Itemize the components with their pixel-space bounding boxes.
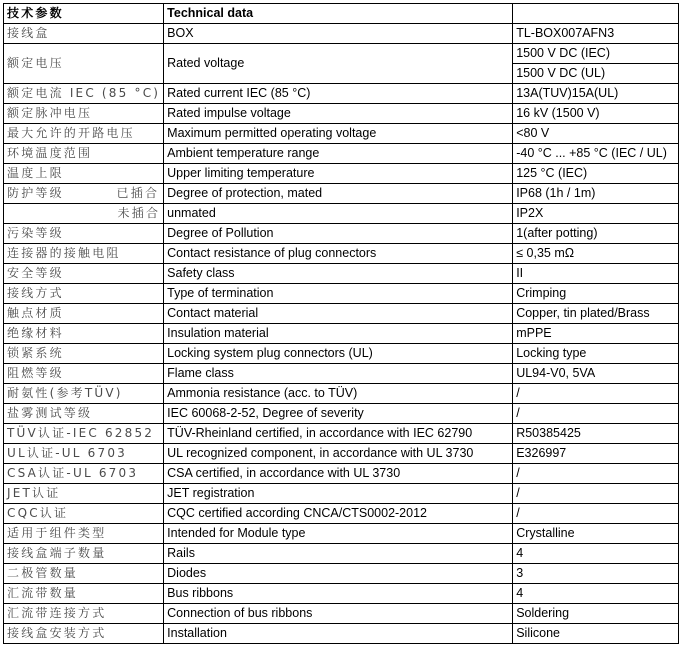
param-cn-sub: 已插合 xyxy=(116,186,160,200)
param-cn: 防护等级 xyxy=(7,186,64,200)
table-row xyxy=(4,124,679,144)
param-cn: 锁紧系统 xyxy=(4,344,164,364)
table-row xyxy=(4,504,679,524)
header-en: Technical data xyxy=(164,4,513,24)
param-value: 16 kV (1500 V) xyxy=(513,104,679,124)
param-value: Crystalline xyxy=(513,524,679,544)
table-row xyxy=(4,584,679,604)
table-row xyxy=(4,284,679,304)
table-row xyxy=(4,304,679,324)
param-value: 1500 V DC (IEC) xyxy=(513,44,679,64)
param-cn: 最大允许的开路电压 xyxy=(4,124,164,144)
table-row xyxy=(4,384,679,404)
param-cn: 绝缘材料 xyxy=(4,324,164,344)
param-value: 13A(TUV)15A(UL) xyxy=(513,84,679,104)
param-en: Degree of Pollution xyxy=(164,224,513,244)
param-en: Diodes xyxy=(164,564,513,584)
param-cn: 额定电压 xyxy=(4,44,164,84)
param-en: Rated impulse voltage xyxy=(164,104,513,124)
param-cn: 额定电流 IEC (85 °C) xyxy=(4,84,164,104)
param-en: CSA certified, in accordance with UL 3730 xyxy=(164,464,513,484)
table-header-row xyxy=(4,4,679,24)
param-en: UL recognized component, in accordance with UL 3730 xyxy=(164,444,513,464)
param-value: Copper, tin plated/Brass xyxy=(513,304,679,324)
table-row xyxy=(4,324,679,344)
param-en: Installation xyxy=(164,624,513,644)
table-row xyxy=(4,44,679,64)
table-row xyxy=(4,144,679,164)
param-cn: 接线盒 xyxy=(4,24,164,44)
param-en: Ammonia resistance (acc. to TÜV) xyxy=(164,384,513,404)
param-value: -40 °C ... +85 °C (IEC / UL) xyxy=(513,144,679,164)
header-cn: 技术参数 xyxy=(4,4,164,24)
param-value: E326997 xyxy=(513,444,679,464)
param-cn: 汇流带数量 xyxy=(4,584,164,604)
param-value: Crimping xyxy=(513,284,679,304)
param-en: CQC certified according CNCA/CTS0002-2012 xyxy=(164,504,513,524)
param-cn: 适用于组件类型 xyxy=(4,524,164,544)
param-cn: CQC认证 xyxy=(4,504,164,524)
param-cn: 连接器的接触电阻 xyxy=(4,244,164,264)
param-value: II xyxy=(513,264,679,284)
table-row xyxy=(4,84,679,104)
param-value: IP68 (1h / 1m) xyxy=(513,184,679,204)
param-en: unmated xyxy=(164,204,513,224)
param-en: BOX xyxy=(164,24,513,44)
param-cn: JET认证 xyxy=(4,484,164,504)
table-row xyxy=(4,444,679,464)
param-value: IP2X xyxy=(513,204,679,224)
param-en: Maximum permitted operating voltage xyxy=(164,124,513,144)
param-value: R50385425 xyxy=(513,424,679,444)
table-row xyxy=(4,604,679,624)
param-cn: 环境温度范围 xyxy=(4,144,164,164)
table-row xyxy=(4,204,679,224)
param-cn: 接线盒端子数量 xyxy=(4,544,164,564)
param-value: / xyxy=(513,464,679,484)
table-row xyxy=(4,164,679,184)
param-en: Bus ribbons xyxy=(164,584,513,604)
table-row xyxy=(4,24,679,44)
param-cn: UL认证-UL 6703 xyxy=(4,444,164,464)
param-en: Locking system plug connectors (UL) xyxy=(164,344,513,364)
param-en: Intended for Module type xyxy=(164,524,513,544)
param-en: Contact resistance of plug connectors xyxy=(164,244,513,264)
param-en: TÜV-Rheinland certified, in accordance with IEC 62790 xyxy=(164,424,513,444)
param-en: Ambient temperature range xyxy=(164,144,513,164)
table-row xyxy=(4,624,679,644)
param-en: Insulation material xyxy=(164,324,513,344)
param-cn: 阻燃等级 xyxy=(4,364,164,384)
table-row xyxy=(4,264,679,284)
param-value: Silicone xyxy=(513,624,679,644)
param-value: / xyxy=(513,404,679,424)
param-cn: 接线盒安装方式 xyxy=(4,624,164,644)
param-en: Degree of protection, mated xyxy=(164,184,513,204)
header-empty xyxy=(513,4,679,24)
param-value: ≤ 0,35 mΩ xyxy=(513,244,679,264)
param-cn: 二极管数量 xyxy=(4,564,164,584)
param-cn: 接线方式 xyxy=(4,284,164,304)
table-row xyxy=(4,484,679,504)
param-en: Rails xyxy=(164,544,513,564)
param-value: 4 xyxy=(513,544,679,564)
param-en: JET registration xyxy=(164,484,513,504)
technical-data-table xyxy=(3,3,679,644)
table-row xyxy=(4,364,679,384)
param-cn: 盐雾测试等级 xyxy=(4,404,164,424)
param-cn: 污染等级 xyxy=(4,224,164,244)
param-value: <80 V xyxy=(513,124,679,144)
param-en: Rated current IEC (85 °C) xyxy=(164,84,513,104)
table-row xyxy=(4,464,679,484)
param-cn: 温度上限 xyxy=(4,164,164,184)
param-cn-protection xyxy=(4,184,164,204)
table-row xyxy=(4,344,679,364)
param-value: Soldering xyxy=(513,604,679,624)
table-row xyxy=(4,404,679,424)
param-value: UL94-V0, 5VA xyxy=(513,364,679,384)
param-cn: 安全等级 xyxy=(4,264,164,284)
param-value: / xyxy=(513,384,679,404)
param-value: / xyxy=(513,504,679,524)
param-value: 4 xyxy=(513,584,679,604)
param-cn: 未插合 xyxy=(4,204,164,224)
table-row xyxy=(4,244,679,264)
param-en: Upper limiting temperature xyxy=(164,164,513,184)
param-en: Contact material xyxy=(164,304,513,324)
param-cn: 触点材质 xyxy=(4,304,164,324)
table-row xyxy=(4,104,679,124)
param-en: Rated voltage xyxy=(164,44,513,84)
param-value: / xyxy=(513,484,679,504)
table-row xyxy=(4,524,679,544)
table-row xyxy=(4,184,679,204)
param-cn: 额定脉冲电压 xyxy=(4,104,164,124)
param-value: 3 xyxy=(513,564,679,584)
param-en: Flame class xyxy=(164,364,513,384)
param-cn: 汇流带连接方式 xyxy=(4,604,164,624)
table-row xyxy=(4,224,679,244)
param-en: Type of termination xyxy=(164,284,513,304)
param-en: IEC 60068-2-52, Degree of severity xyxy=(164,404,513,424)
param-value: Locking type xyxy=(513,344,679,364)
param-value: TL-BOX007AFN3 xyxy=(513,24,679,44)
param-cn: 耐氨性(参考TÜV) xyxy=(4,384,164,404)
table-row xyxy=(4,424,679,444)
param-cn: CSA认证-UL 6703 xyxy=(4,464,164,484)
table-row xyxy=(4,544,679,564)
param-value: mPPE xyxy=(513,324,679,344)
param-value: 1(after potting) xyxy=(513,224,679,244)
param-cn: TÜV认证-IEC 62852 xyxy=(4,424,164,444)
param-en: Connection of bus ribbons xyxy=(164,604,513,624)
param-value: 125 °C (IEC) xyxy=(513,164,679,184)
param-value: 1500 V DC (UL) xyxy=(513,64,679,84)
table-row xyxy=(4,564,679,584)
param-en: Safety class xyxy=(164,264,513,284)
